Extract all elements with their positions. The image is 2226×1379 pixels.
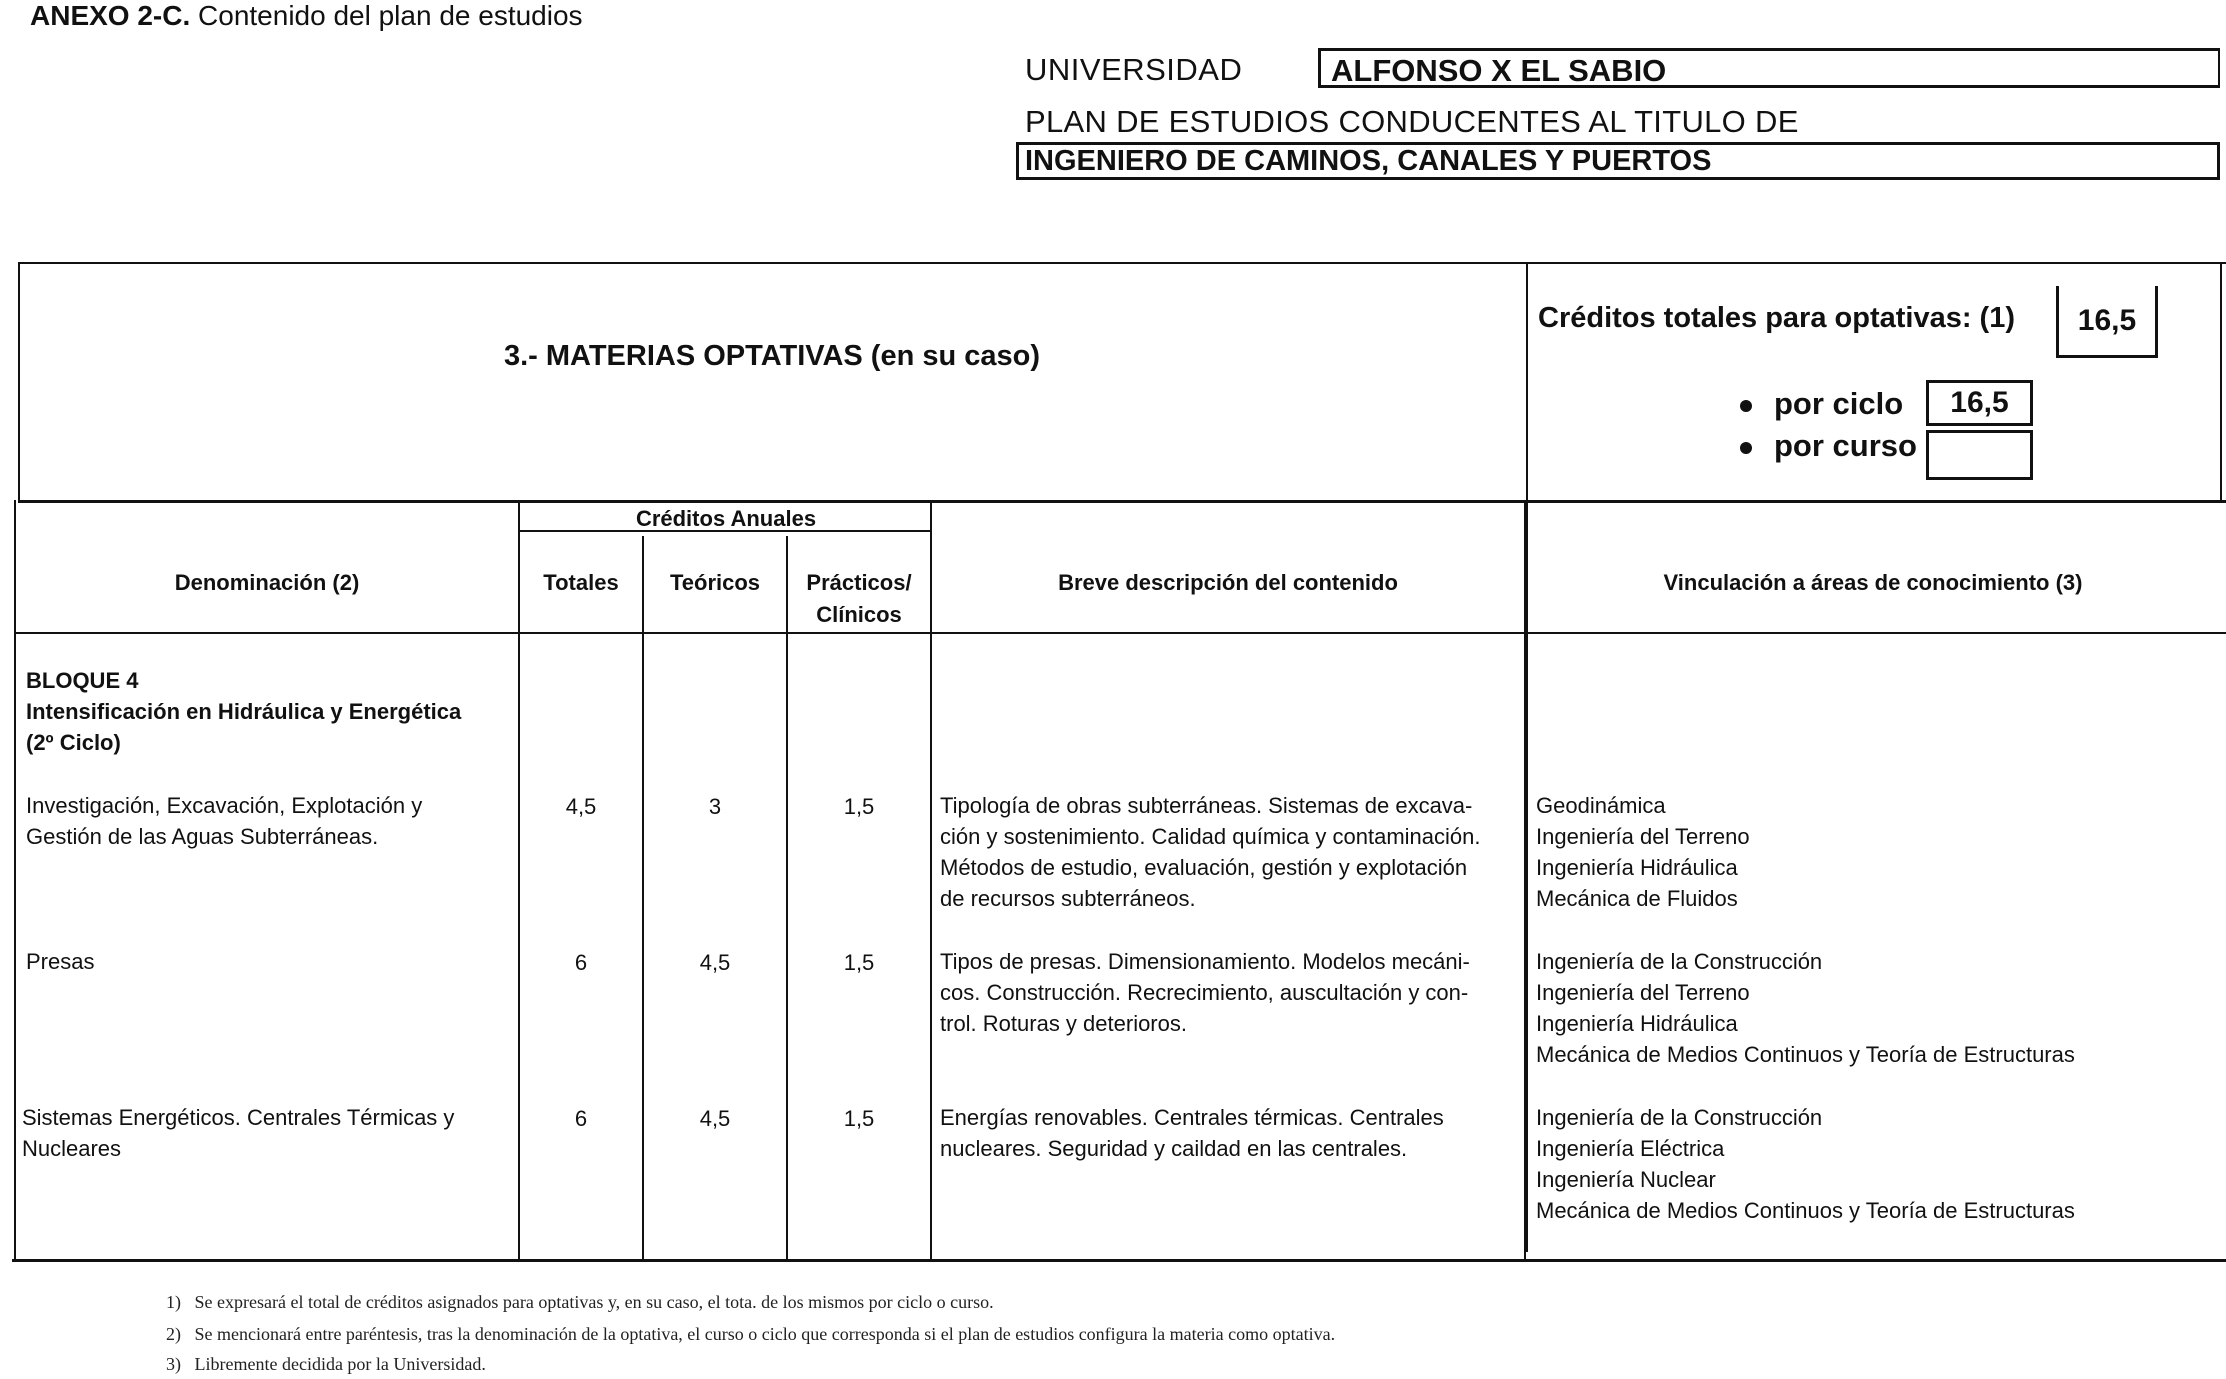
footnote-text: Se expresará el total de créditos asignados para optativas y, en su caso, el tota. de los mismos por ciclo o curso. [194, 1292, 994, 1312]
bullet-icon [1740, 442, 1752, 454]
description-line: Energías renovables. Centrales térmicas. Centrales [940, 1105, 1444, 1130]
block-cycle: (2º Ciclo) [26, 730, 121, 755]
col-clinicos-header: Clínicos [816, 602, 902, 627]
footnote [166, 1292, 994, 1313]
section-title: 3.- MATERIAS OPTATIVAS (en su caso) [503, 340, 1041, 372]
col-vinculacion-header: Vinculación a áreas de conocimiento (3) [1663, 570, 2083, 595]
subject-name: Sistemas Energéticos. Centrales Térmicas y [22, 1105, 455, 1130]
totales-cell: 6 [574, 1106, 588, 1131]
subject-name: Gestión de las Aguas Subterráneas. [26, 824, 379, 849]
footnote-number: 1) [166, 1292, 181, 1312]
footnote-number: 3) [166, 1354, 181, 1374]
description-line: trol. Roturas y deterioros. [940, 1011, 1187, 1036]
totales-cell: 4,5 [565, 794, 597, 819]
description-line: de recursos subterráneos. [940, 886, 1196, 911]
university-label: UNIVERSIDAD [1025, 52, 1243, 87]
credits-total-label: Créditos totales para optativas: (1) [1538, 302, 2015, 334]
practicos-cell: 1,5 [843, 794, 875, 819]
subject-name: Investigación, Excavación, Explotación y [26, 793, 423, 818]
plan-label: PLAN DE ESTUDIOS CONDUCENTES AL TITULO DE [1025, 104, 1799, 139]
knowledge-area: Mecánica de Medios Continuos y Teoría de Estructuras [1536, 1042, 2075, 1067]
description-line: ción y sostenimiento. Calidad química y contaminación. [940, 824, 1481, 849]
footnote-number: 2) [166, 1324, 181, 1344]
knowledge-area: Ingeniería del Terreno [1536, 980, 1750, 1005]
per-course-row [1740, 428, 1917, 464]
col-practicos-header: Prácticos/ [806, 570, 912, 595]
bullet-icon [1740, 400, 1752, 412]
annex-heading [30, 0, 583, 32]
per-cycle-row [1740, 386, 1903, 422]
practicos-cell: 1,5 [843, 950, 875, 975]
col-descripcion-header: Breve descripción del contenido [1058, 570, 1398, 595]
knowledge-area: Ingeniería Eléctrica [1536, 1136, 1725, 1161]
col-denominacion-header: Denominación (2) [174, 570, 360, 595]
footnote [166, 1354, 486, 1375]
knowledge-area: Mecánica de Fluidos [1536, 886, 1738, 911]
description-line: nucleares. Seguridad y caildad en las centrales. [940, 1136, 1408, 1161]
footnote-text: Se mencionará entre paréntesis, tras la denominación de la optativa, el curso o ciclo que corresponda si el plan de estudios configura la materia como optativa. [194, 1324, 1336, 1344]
description-line: cos. Construcción. Recrecimiento, auscultación y con- [940, 980, 1469, 1005]
knowledge-area: Ingeniería de la Construcción [1536, 1105, 1823, 1130]
knowledge-area: Ingeniería Hidráulica [1536, 855, 1738, 880]
col-totales-header: Totales [543, 570, 619, 595]
creditos-anuales-header: Créditos Anuales [635, 506, 817, 531]
knowledge-area: Mecánica de Medios Continuos y Teoría de Estructuras [1536, 1198, 2075, 1223]
description-line: Tipos de presas. Dimensionamiento. Modelos mecáni- [940, 949, 1470, 974]
per-course-box [1926, 430, 2033, 480]
knowledge-area: Ingeniería del Terreno [1536, 824, 1750, 849]
description-line: Métodos de estudio, evaluación, gestión y explotación [940, 855, 1468, 880]
totales-cell: 6 [574, 950, 588, 975]
block-name: Intensificación en Hidráulica y Energética [26, 699, 462, 724]
per-cycle-box: 16,5 [1926, 380, 2033, 426]
col-teoricos-header: Teóricos [669, 570, 761, 595]
footnote-text: Libremente decidida por la Universidad. [194, 1354, 486, 1374]
teoricos-cell: 3 [708, 794, 722, 819]
per-course-label: por curso [1774, 428, 1917, 463]
description-line: Tipología de obras subterráneas. Sistemas de excava- [940, 793, 1473, 818]
knowledge-area: Geodinámica [1536, 793, 1666, 818]
teoricos-cell: 4,5 [699, 950, 731, 975]
knowledge-area: Ingeniería de la Construcción [1536, 949, 1823, 974]
footnote [166, 1324, 1335, 1345]
block-number: BLOQUE 4 [26, 668, 139, 693]
block-title [26, 665, 461, 758]
credits-total-value: 16,5 [2077, 304, 2137, 337]
per-cycle-label: por ciclo [1774, 386, 1904, 421]
practicos-cell: 1,5 [843, 1106, 875, 1131]
credits-total-box [2056, 286, 2158, 356]
teoricos-cell: 4,5 [699, 1106, 731, 1131]
knowledge-area: Ingeniería Hidráulica [1536, 1011, 1738, 1036]
annex-title: Contenido del plan de estudios [198, 0, 583, 31]
university-name-box: ALFONSO X EL SABIO [1318, 48, 2220, 88]
degree-name-box: INGENIERO DE CAMINOS, CANALES Y PUERTOS [1016, 142, 2220, 180]
annex-prefix: ANEXO 2-C. [30, 0, 191, 31]
subject-name: Presas [26, 949, 95, 974]
subject-name: Nucleares [22, 1136, 122, 1161]
knowledge-area: Ingeniería Nuclear [1536, 1167, 1716, 1192]
